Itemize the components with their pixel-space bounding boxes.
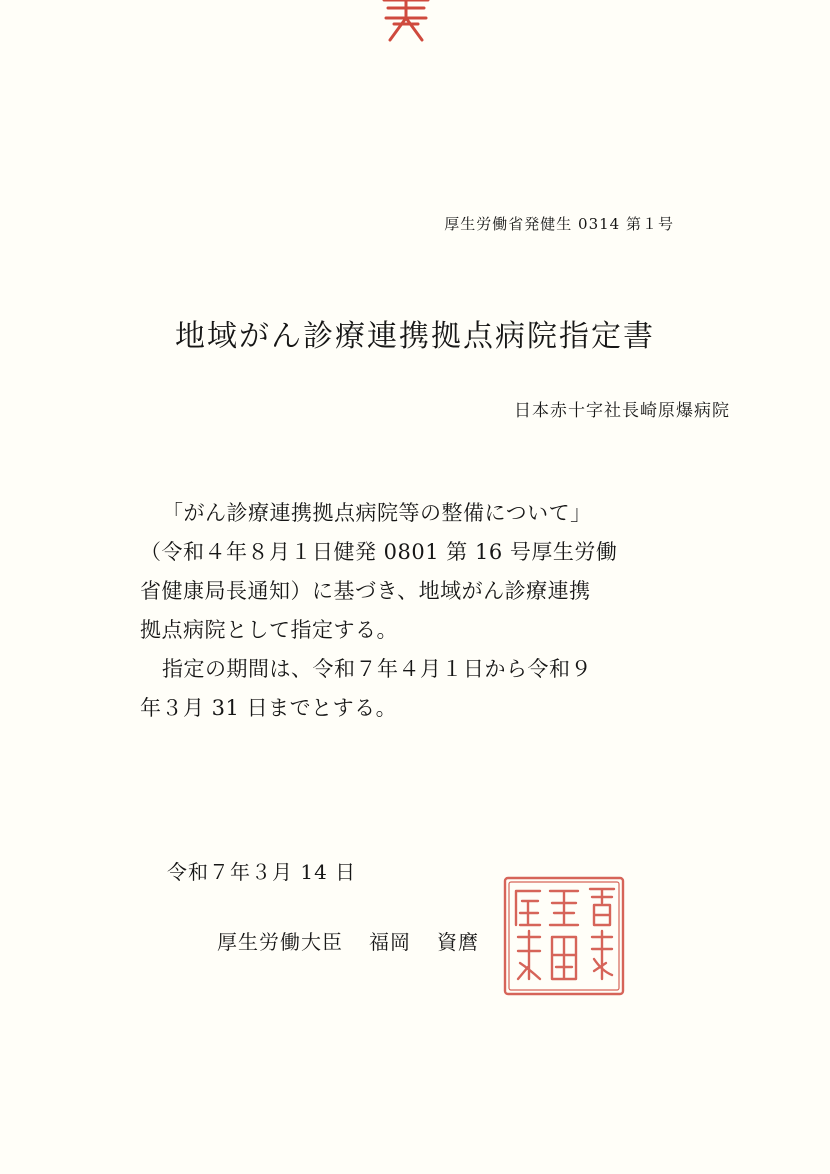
document-number: 厚生労働省発健生 0314 第１号 xyxy=(444,215,674,233)
designation-text xyxy=(140,494,700,728)
signatory xyxy=(217,926,479,955)
signatory-given-name: 資麿 xyxy=(437,930,479,954)
body-line: 省健康局長通知）に基づき、地域がん診療連携 xyxy=(140,579,591,603)
recipient-hospital: 日本赤十字社長崎原爆病院 xyxy=(514,401,730,421)
top-partial-stamp xyxy=(374,0,438,46)
issue-date: 令和７年３月 14 日 xyxy=(167,860,357,884)
body-line: 年３月 31 日までとする。 xyxy=(140,696,398,720)
body-line: 指定の期間は、令和７年４月１日から令和９ xyxy=(162,657,592,681)
minister-seal-stamp xyxy=(502,875,626,997)
body-line: 拠点病院として指定する。 xyxy=(140,618,398,642)
document-title: 地域がん診療連携拠点病院指定書 xyxy=(175,319,655,354)
signatory-title: 厚生労働大臣 xyxy=(217,930,343,954)
body-line: （令和４年８月１日健発 0801 第 16 号厚生労働 xyxy=(140,540,618,564)
body-line: 「がん診療連携拠点病院等の整備について」 xyxy=(162,501,592,525)
signatory-surname: 福岡 xyxy=(369,930,411,954)
